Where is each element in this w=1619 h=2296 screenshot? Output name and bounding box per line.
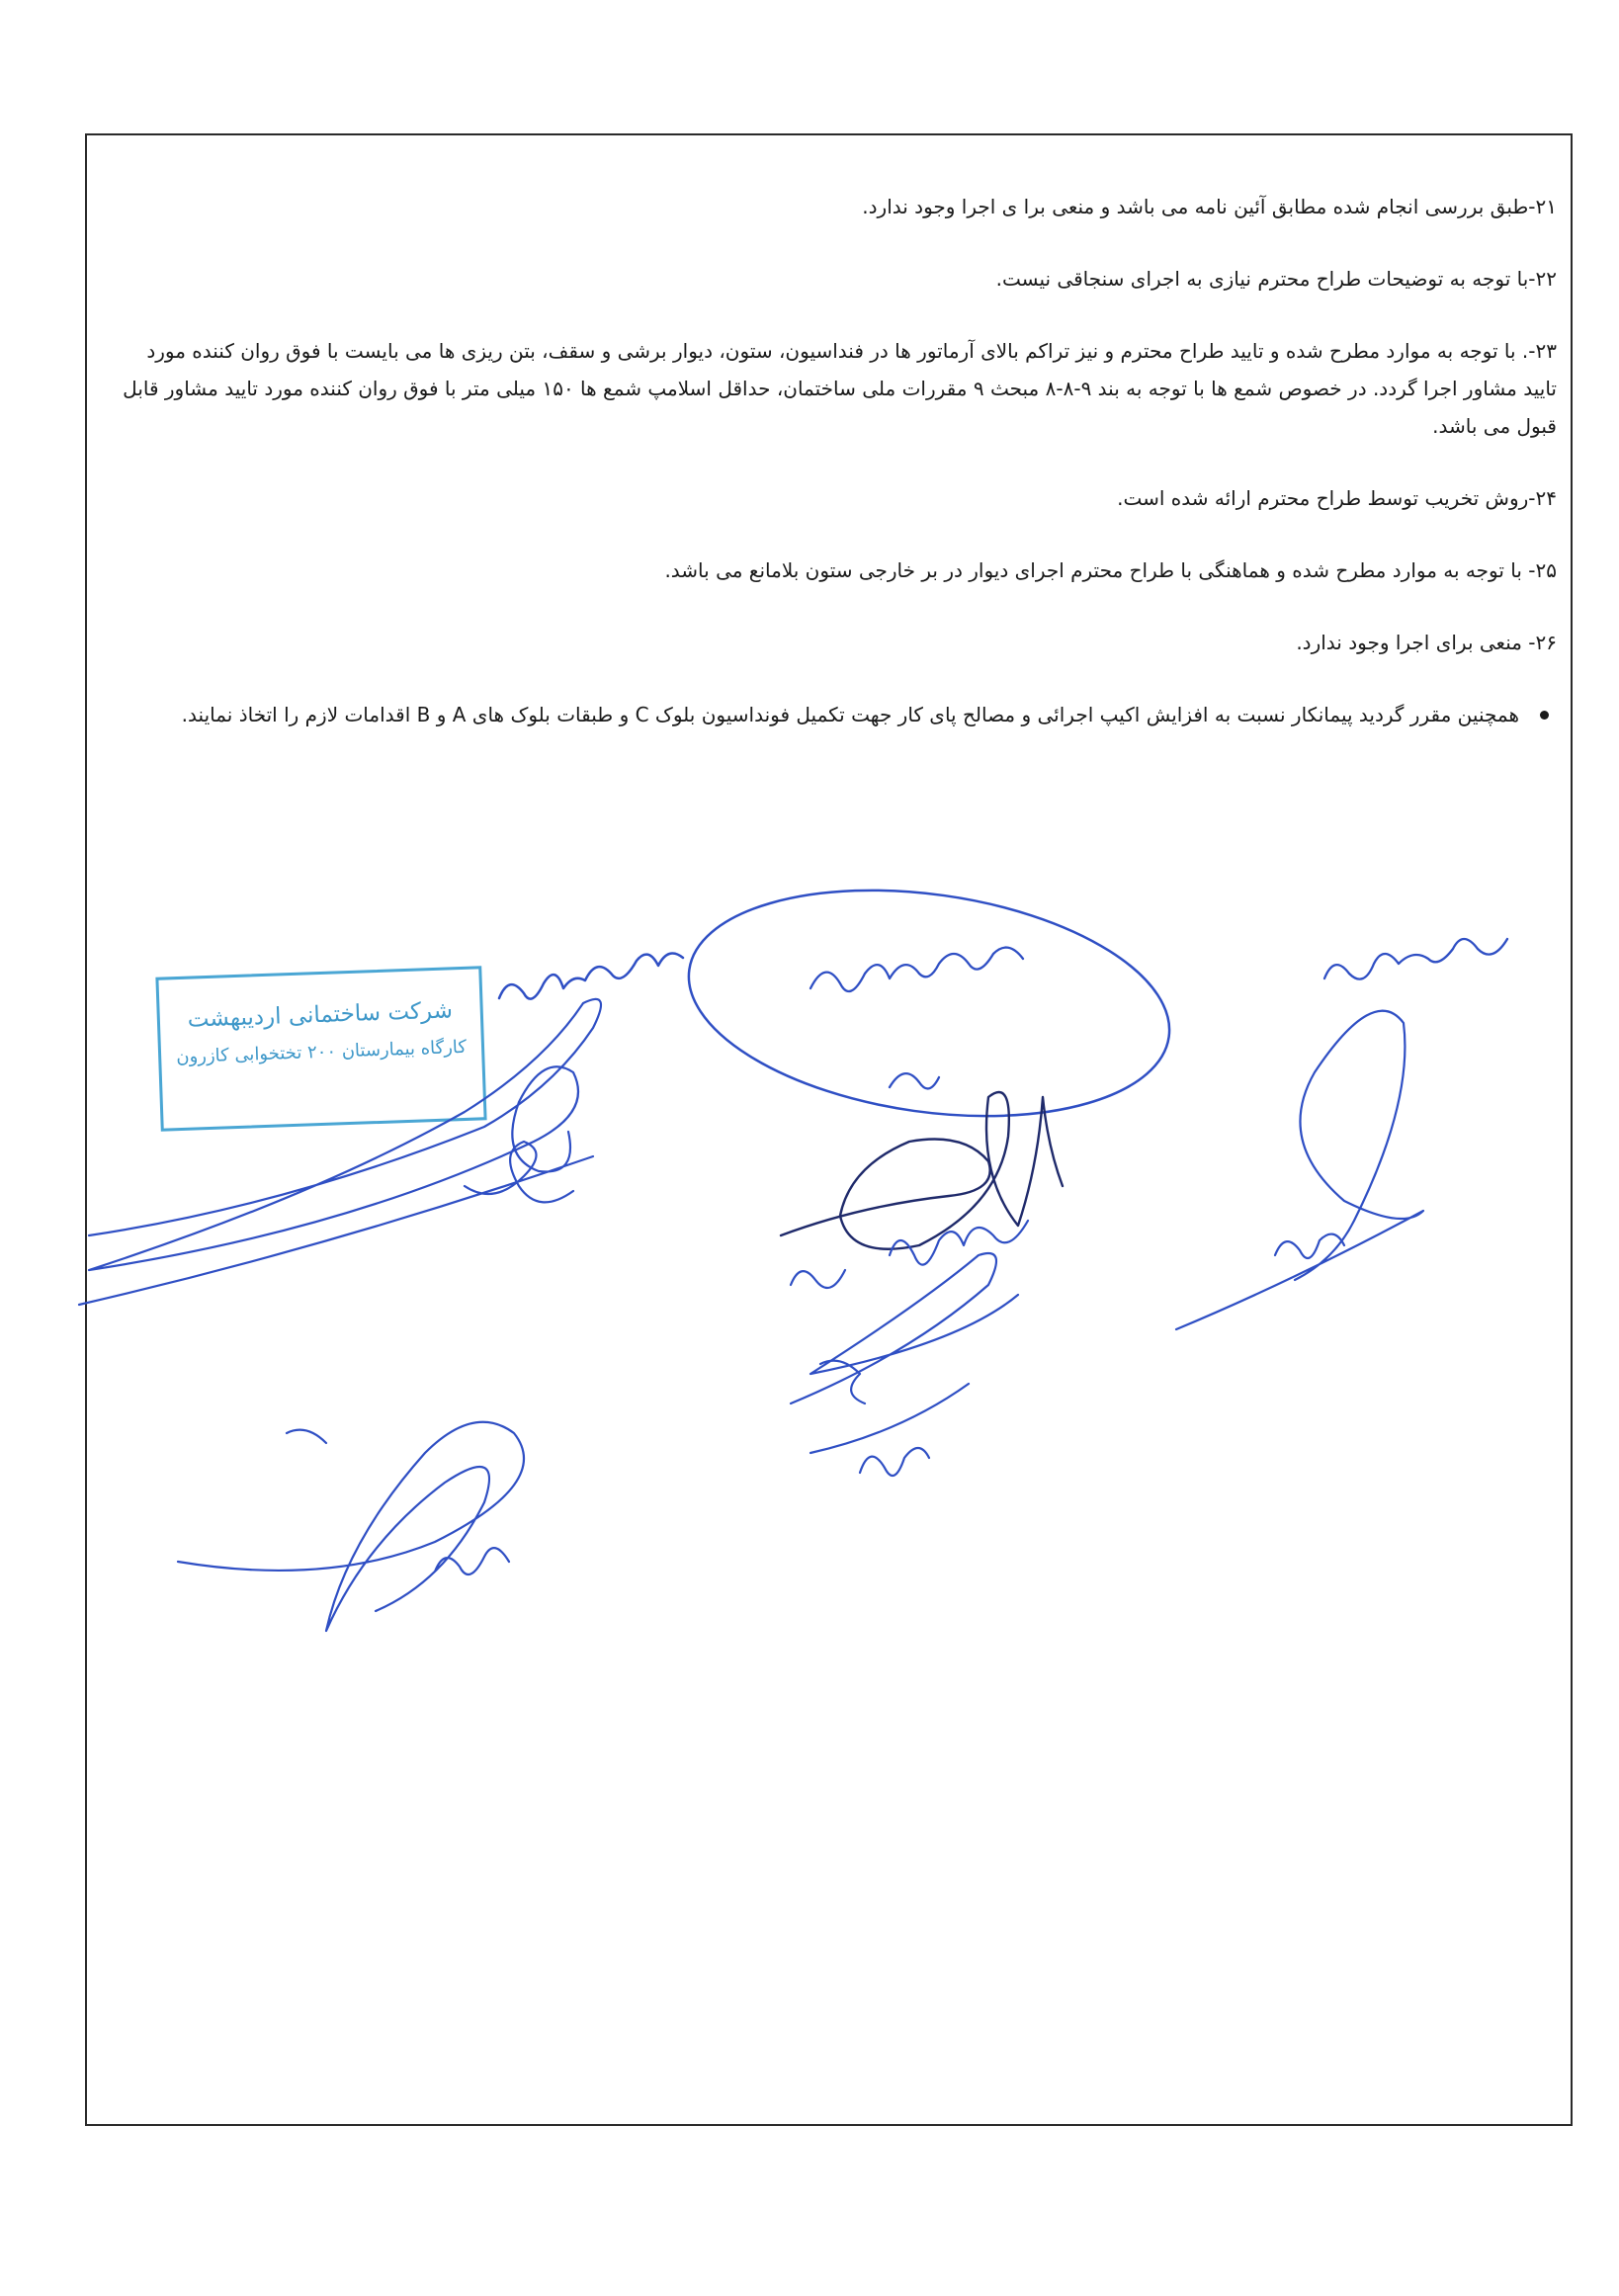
company-stamp [155,966,486,1131]
minutes-item-24: ۲۴-روش تخریب توسط طراح محترم ارائه شده است. [1117,486,1557,510]
bullet-dot-icon [1540,711,1549,720]
stamp-company-name: شرکت ساختمانی اردیبهشت [187,997,454,1033]
meeting-minutes-body [109,188,1557,768]
minutes-item-23: ۲۳-. با توجه به موارد مطرح شده و تایید طراح محترم و نیز تراکم بالای آرماتور ها در فنداسیون، ستون، دیوار برشی و سقف، بتن ریزی ها می بایست با فوق روان کننده مورد تایید مشاور اجرا گردد. در خصوص شمع ها با توجه به بند ۹-۸-۸ مبحث ۹ مقررات ملی ساختمان، حداقل اسلامپ شمع ها ۱۵۰ میلی متر با فوق روان کننده مورد تایید مشاور قابل قبول می باشد. [123,339,1557,438]
minutes-item-26: ۲۶- منعی برای اجرا وجود ندارد. [1296,631,1557,654]
bullet-note-text: همچنین مقرر گردید پیمانکار نسبت به افزایش اکیپ اجرائی و مصالح پای کار جهت تکمیل فونداسیون بلوک C و طبقات بلوک های A و B اقدامات لازم را اتخاذ نمایند. [181,703,1519,726]
minutes-item-21: ۲۱-طبق بررسی انجام شده مطابق آئین نامه می باشد و منعی برا ی اجرا وجود ندارد. [862,195,1557,218]
minutes-bullet-note [109,696,1557,733]
minutes-item-25: ۲۵- با توجه به موارد مطرح شده و هماهنگی با طراح محترم اجرای دیوار در بر خارجی ستون بلامانع می باشد. [664,558,1557,582]
stamp-site-name: کارگاه بیمارستان ۲۰۰ تختخوابی کازرون [175,1036,468,1068]
minutes-item-22: ۲۲-با توجه به توضیحات طراح محترم نیازی به اجرای سنجاقی نیست. [995,267,1557,291]
